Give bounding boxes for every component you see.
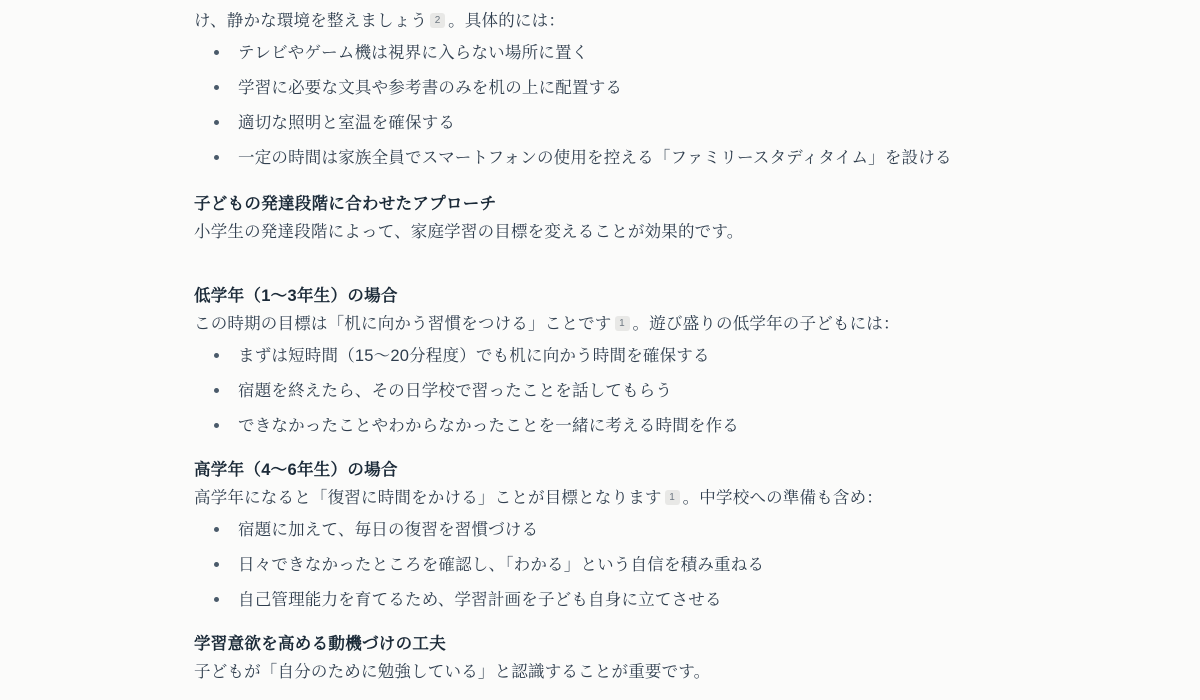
list-item: 自己管理能力を育てるため、学習計画を子ども自身に立てさせる <box>194 589 994 611</box>
lower-grades-bullet-list <box>194 345 994 437</box>
heading-lower-grades: 低学年（1〜3年生）の場合 <box>194 287 398 305</box>
section-spacer <box>194 247 994 263</box>
upper-grades-bullet-list <box>194 519 994 611</box>
heading-development-stage: 子どもの発達段階に合わせたアプローチ <box>194 195 497 213</box>
paragraph-development-stage: 小学生の発達段階によって、家庭学習の目標を変えることが効果的です。 <box>194 223 744 241</box>
list-item: まずは短時間（15〜20分程度）でも机に向かう時間を確保する <box>194 345 994 367</box>
paragraph-upper-grades-part2: 。中学校への準備も含め： <box>682 489 884 507</box>
document-content <box>194 0 994 687</box>
paragraph-upper-grades-part1: 高学年になると「復習に時間をかける」ことが目標となります <box>194 489 662 507</box>
intro-paragraph-text: け、静かな環境を整えましょう <box>194 12 428 30</box>
paragraph-motivation: 子どもが「自分のために勉強している」と認識することが重要です。 <box>194 663 711 681</box>
intro-paragraph-tail: 。具体的には： <box>448 12 566 30</box>
clipped-top-line <box>194 0 994 6</box>
list-item: できなかったことやわからなかったことを一緒に考える時間を作る <box>194 415 994 437</box>
list-item: 学習に必要な文具や参考書のみを机の上に配置する <box>194 77 994 99</box>
paragraph-lower-grades-part1: この時期の目標は「机に向かう習慣をつける」ことです <box>194 315 612 333</box>
list-item: 宿題を終えたら、その日学校で習ったことを話してもらう <box>194 380 994 402</box>
citation-ref[interactable]: 2 <box>430 13 445 28</box>
intro-paragraph <box>194 6 994 36</box>
list-item: 一定の時間は家族全員でスマートフォンの使用を控える「ファミリースタディタイム」を設ける <box>194 147 994 169</box>
list-item: 宿題に加えて、毎日の復習を習慣づける <box>194 519 994 541</box>
environment-bullet-list <box>194 42 994 169</box>
list-item: 日々できなかったところを確認し、「わかる」という自信を積み重ねる <box>194 554 994 576</box>
paragraph-lower-grades <box>194 309 994 339</box>
heading-upper-grades: 高学年（4〜6年生）の場合 <box>194 461 398 479</box>
citation-ref[interactable]: 1 <box>615 316 630 331</box>
citation-ref[interactable]: 1 <box>665 490 680 505</box>
heading-motivation: 学習意欲を高める動機づけの工夫 <box>194 635 446 653</box>
paragraph-lower-grades-part2: 。遊び盛りの低学年の子どもには： <box>632 315 900 333</box>
paragraph-upper-grades <box>194 483 994 513</box>
list-item: 適切な照明と室温を確保する <box>194 112 994 134</box>
list-item: テレビやゲーム機は視界に入らない場所に置く <box>194 42 994 64</box>
